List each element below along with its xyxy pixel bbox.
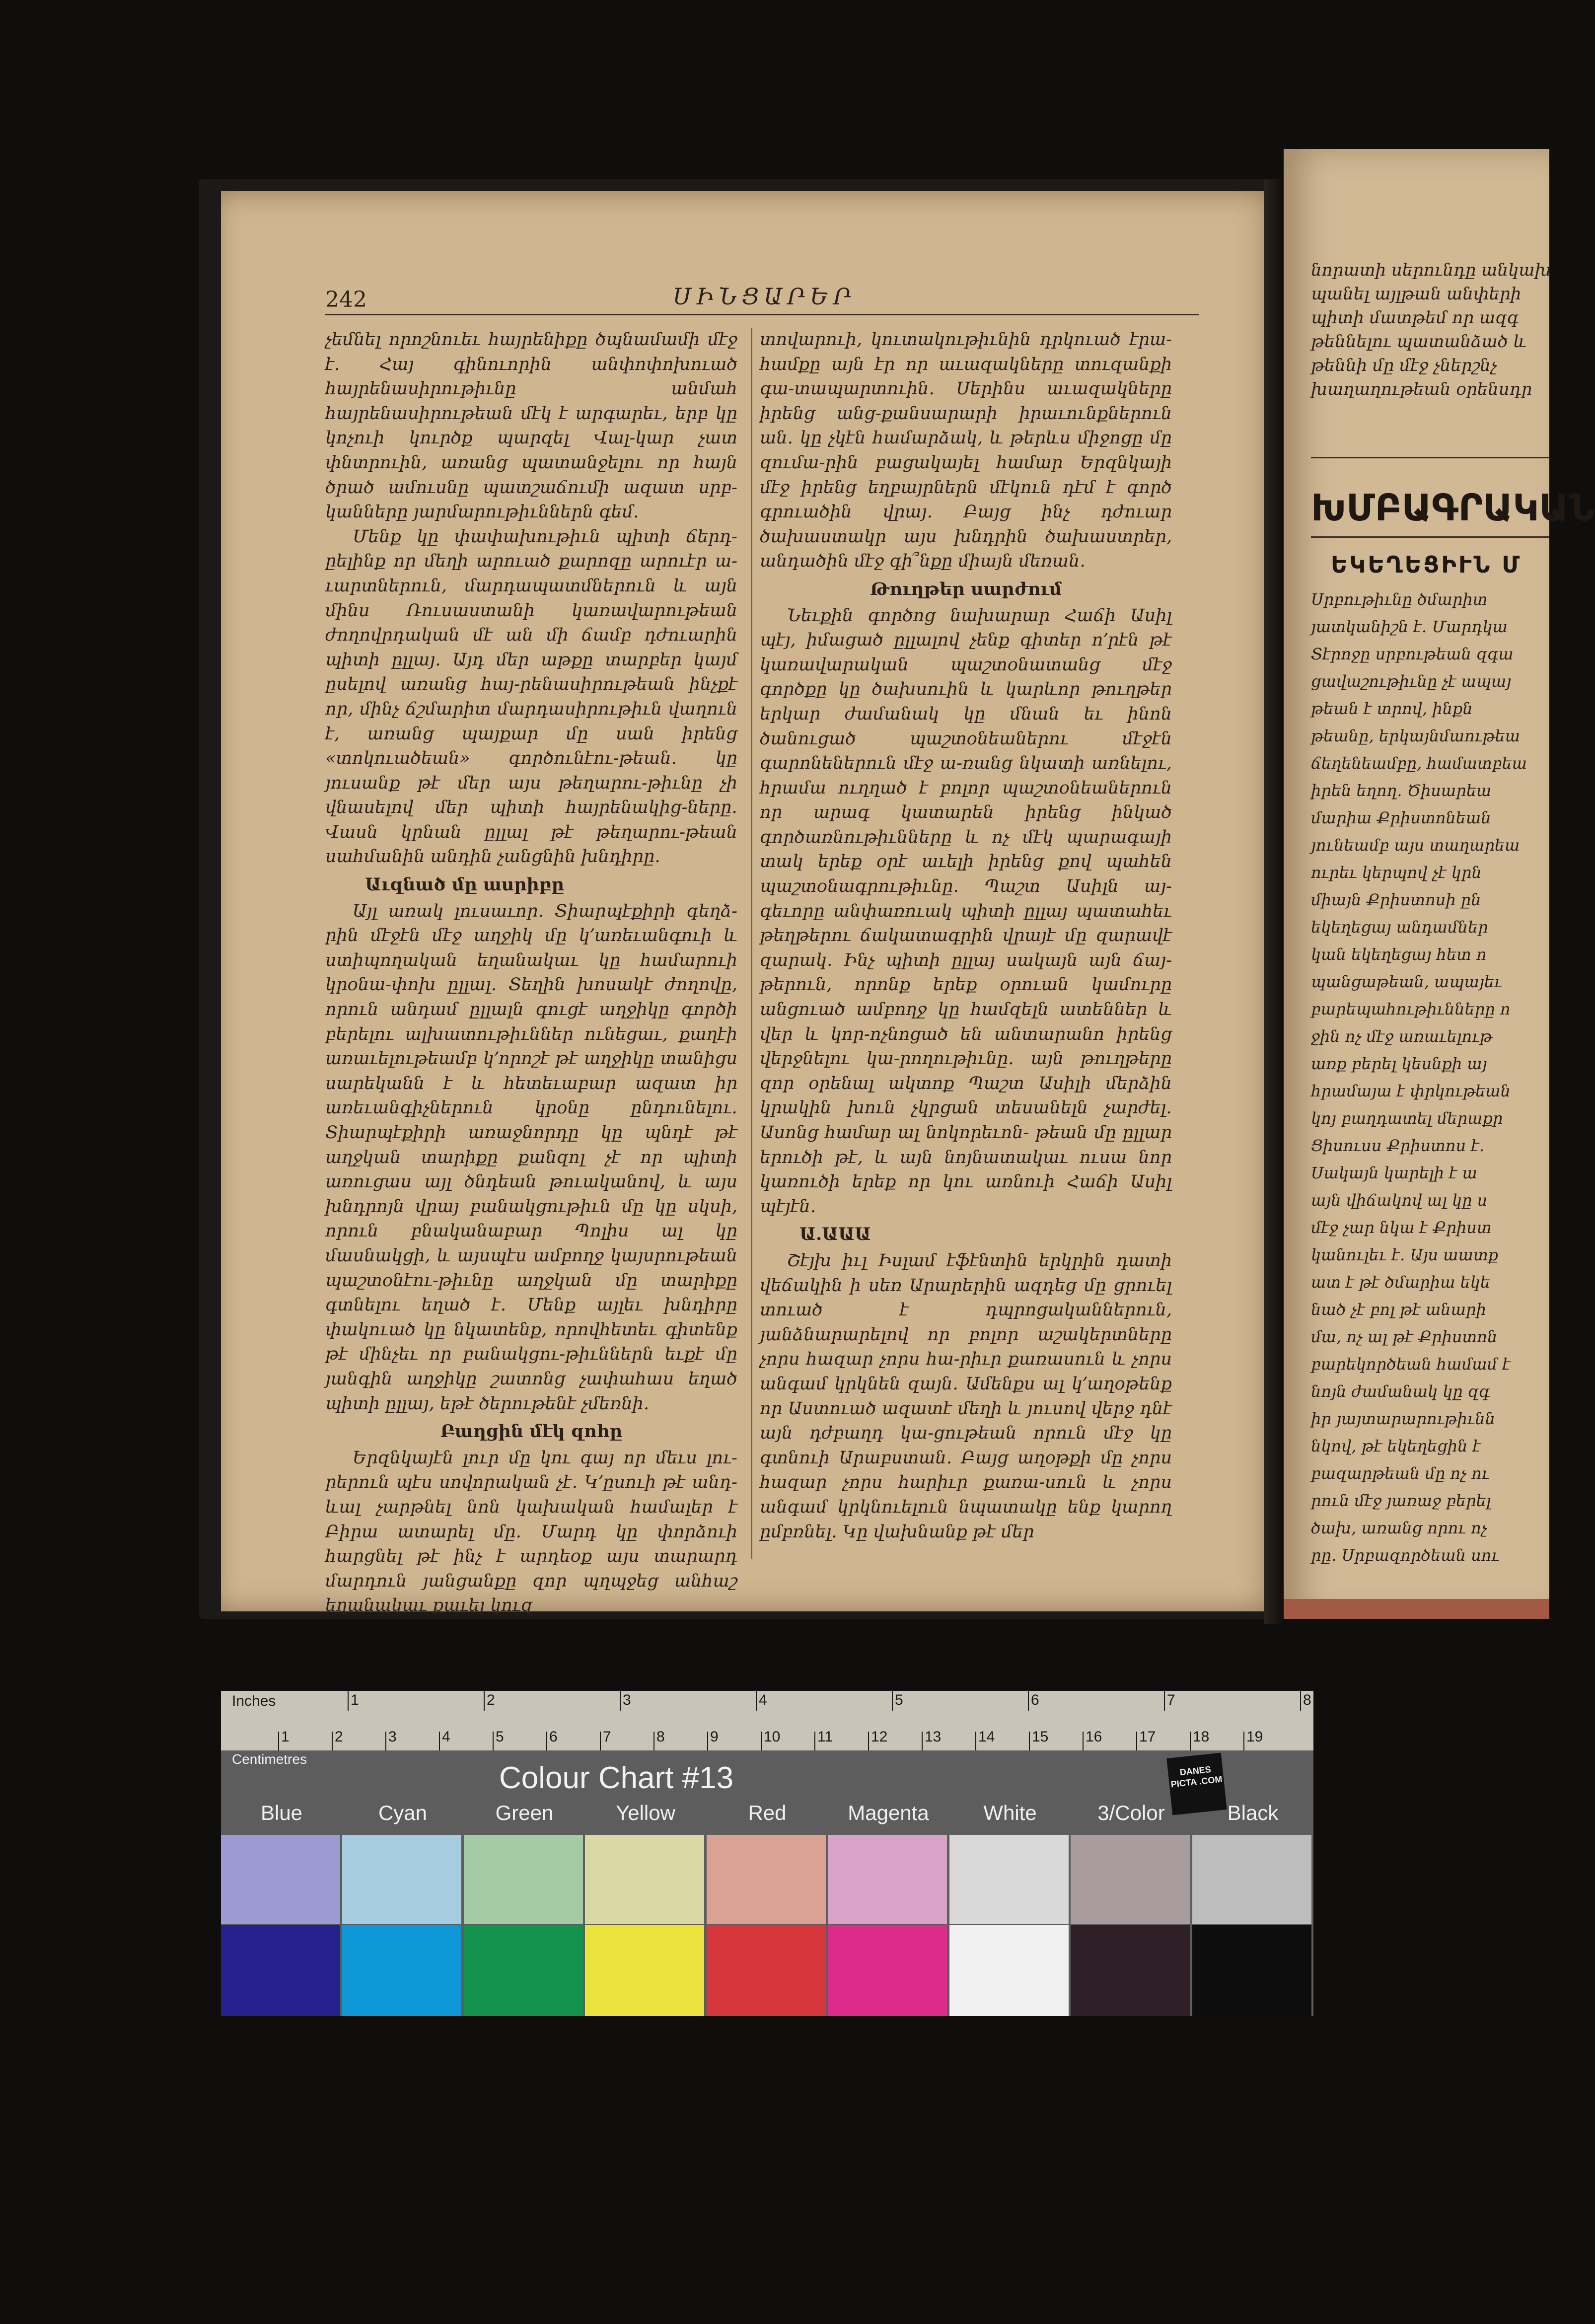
cm-tick-label: 12 xyxy=(871,1729,888,1745)
text-line: նկով, թէ եկեղեցին է xyxy=(1311,1437,1481,1455)
section-heading: Թուղթեր սարժում xyxy=(870,579,1062,599)
right-page-top-text xyxy=(1311,258,1549,401)
cm-tick-label: 8 xyxy=(656,1729,665,1745)
paragraph: Մենք կը փափախութիւն պիտի ճերդ-ըելինք որ մեղի արուած քարոզը արուէր ա-ւարտներուն, մարդապատմներուն և այն մինս Ռուսաստանի կառավարութեան ժողովրդական մէ ան մի ճամբ դժուարին պիտի ըլլայ․ Այդ մեր աթքը տարբեր կայմ ըսելով առանց հայ-րենասիրութեան ինչքէ որ, մինչ ճշմարիտ մարդասիրութիւն վաղուն է, առանց պայքար մը սան իրենց «տոկուածեան» գործունէու-թեան․ կը յուսանք թէ մեր այս թեղարու-թիւնը չի վնասելով մեր պիտի հայրենակից-ները․ Վասն կրնան ըլլալ թէ թեղարու-թեան սահմանին անդին չանցնին խնդիրը․ xyxy=(325,526,737,867)
swatch-light xyxy=(1071,1835,1190,1924)
danes-picta-logo: DANES PICTA .COM xyxy=(1166,1753,1227,1816)
colour-chart-title: Colour Chart #13 xyxy=(499,1761,734,1795)
inch-tick xyxy=(756,1691,757,1711)
text-line: Ցիսուսս Քրիստոս է․ xyxy=(1311,1136,1485,1155)
swatch-dark xyxy=(464,1925,583,2016)
cm-tick-label: 1 xyxy=(281,1729,290,1745)
cm-tick xyxy=(385,1732,386,1750)
title-underline xyxy=(1311,536,1549,538)
section-heading: Ա.ԱԱԱ xyxy=(799,1224,871,1245)
swatch-dark xyxy=(949,1925,1069,2016)
text-line: կան եկեղեցայ հետ ո xyxy=(1311,945,1487,964)
text-line: միայն Քրիստոսի ըն xyxy=(1311,890,1481,909)
cm-tick xyxy=(975,1732,976,1750)
cm-tick xyxy=(761,1732,762,1750)
cm-tick-label: 7 xyxy=(603,1729,611,1745)
inch-tick-label: 5 xyxy=(895,1692,903,1708)
cm-tick-label: 14 xyxy=(978,1729,995,1745)
page-number: 242 xyxy=(325,287,367,312)
text-line: կանուլեւ է․ Այս աատք xyxy=(1311,1245,1499,1264)
text-line: ատ է թէ ծմարիա եկե xyxy=(1311,1273,1490,1292)
text-line: առք բերել կեսնքի այ xyxy=(1311,1054,1487,1073)
swatch-light xyxy=(221,1835,340,1924)
inch-tick xyxy=(1300,1691,1301,1711)
text-line: բազարթեան մը ոչ ու xyxy=(1311,1464,1490,1483)
cm-tick xyxy=(332,1732,333,1750)
swatch-label: Blue xyxy=(260,1801,303,1824)
text-line: իրեն եղող․ Ծիսարեա xyxy=(1311,781,1492,800)
section-heading: Աւզնած մը ասրիբը xyxy=(365,874,564,895)
text-line: եկեղեցայ անդամներ xyxy=(1311,918,1488,937)
text-line: ցավաշութիւնը չէ ապայ xyxy=(1311,672,1512,691)
text-line: յատկանիշն է․ Մարդկա xyxy=(1311,617,1508,636)
swatch-label: Magenta xyxy=(848,1801,929,1824)
text-line: բարեկործեան համամ է xyxy=(1311,1355,1511,1374)
text-line: Սակայն կարելի է ա xyxy=(1311,1163,1478,1182)
text-line: ծախ, առանց որու ոչ xyxy=(1311,1519,1487,1537)
text-line: րը․ Սրբազործեան սու xyxy=(1311,1546,1499,1565)
paragraph: Երզնկայէն լուր մը կու գայ որ մեւս լու-րերուն պէս սովորական չէ․ Կ՚ըսուի թէ անդ-ևալ չարթնել նոն կախական համալեր է Բիրա ատարել մը․ Մարդ կը փորձուի հարցնել թէ ինչ է արդեօք այս տարարդ մարդուն յանցանքը զոր պղպջեց անհաշ եղանակաւ քաւել կուզ xyxy=(325,1448,737,1616)
swatch-label: White xyxy=(983,1801,1037,1824)
text-line: ճեղենեամբը, համատբեա xyxy=(1311,754,1527,773)
cm-tick-label: 2 xyxy=(335,1729,343,1745)
text-line: րուն մէջ յառաջ բերել xyxy=(1311,1491,1491,1510)
centimetres-label: Centimetres xyxy=(232,1751,307,1767)
swatch-light xyxy=(828,1835,947,1924)
swatch-dark xyxy=(1192,1925,1311,2016)
text-line: նորատի սերունդը անկախ xyxy=(1311,260,1551,280)
swatch-dark xyxy=(342,1925,461,2016)
swatch-dark xyxy=(707,1925,826,2016)
swatch-light xyxy=(342,1835,461,1924)
inch-tick-label: 6 xyxy=(1031,1692,1039,1708)
swatch-light xyxy=(1192,1835,1311,1924)
cm-tick xyxy=(814,1732,815,1750)
inch-tick-label: 8 xyxy=(1303,1692,1311,1708)
text-line: մէջ չար նկա է Քրիստ xyxy=(1311,1218,1492,1237)
cm-tick-label: 10 xyxy=(764,1729,781,1745)
section-rule xyxy=(1311,457,1549,458)
text-line: յունեամբ այս տաղարեա xyxy=(1311,836,1520,855)
inch-tick xyxy=(1028,1691,1029,1711)
text-line: թեան է տրով, ինքն xyxy=(1311,699,1473,718)
cm-tick xyxy=(868,1732,869,1750)
cm-tick xyxy=(493,1732,494,1750)
swatch-label: Green xyxy=(495,1801,554,1824)
swatch-label: 3/Color xyxy=(1097,1801,1165,1824)
cm-tick xyxy=(1029,1732,1030,1750)
swatch-light xyxy=(464,1835,583,1924)
header-rule xyxy=(325,314,1199,315)
text-line: թեանը, երկայնմաութեա xyxy=(1311,726,1521,745)
inch-tick-label: 3 xyxy=(623,1692,631,1708)
text-line: մա, ոչ ալ թէ Քրիստոն xyxy=(1311,1327,1498,1346)
editorial-subtitle: ԵԿԵՂԵՑԻՒՆ Մ xyxy=(1331,551,1522,578)
book-gutter xyxy=(1264,179,1286,1624)
cm-tick-label: 3 xyxy=(388,1729,397,1745)
left-text-column xyxy=(325,328,737,1618)
inch-tick xyxy=(620,1691,621,1711)
running-head: ՍԻՆՑԱՐԵՐ xyxy=(673,283,856,310)
cm-tick-label: 18 xyxy=(1193,1729,1210,1745)
text-line: նած չէ բոլ թէ անարի xyxy=(1311,1300,1486,1319)
text-line: պանել այլթան անփերի xyxy=(1311,284,1522,304)
inch-tick-label: 2 xyxy=(487,1692,495,1708)
text-line: թեննի մը մէջ չներշնչ xyxy=(1311,356,1497,375)
text-line: ուրեւ կերպով չէ կրն xyxy=(1311,863,1482,882)
cm-tick xyxy=(546,1732,547,1750)
cm-tick-label: 9 xyxy=(710,1729,719,1745)
cm-tick xyxy=(439,1732,440,1750)
inch-tick-label: 4 xyxy=(759,1692,767,1708)
text-line: մարիա Քրիստոնեան xyxy=(1311,808,1491,827)
cm-tick-label: 4 xyxy=(442,1729,450,1745)
cm-tick-label: 15 xyxy=(1032,1729,1049,1745)
inch-tick xyxy=(1164,1691,1165,1711)
text-line: Տէրոջը սրբութեան զգա xyxy=(1311,645,1514,663)
cm-tick xyxy=(1136,1732,1137,1750)
text-line: այն վիճակով ալ կը ս xyxy=(1311,1191,1488,1210)
right-text-column xyxy=(760,328,1172,1544)
text-line: խաղաղութեան օրենսդր xyxy=(1311,379,1532,399)
text-line: պիտի մատթեմ որ ազգ xyxy=(1311,308,1519,328)
cm-tick-label: 19 xyxy=(1246,1729,1263,1745)
paragraph: Շէյխ իւլ Իսլամ էֆէնտին երկրին դատի վեճակին ի սեռ Արարերին ազդեց մը ցրուել տուած է դպրոցականներուն, յանձնարարելով որ բոլոր աշակերտները չորս հազար չորս հա-րիւր քառասուն և չորս անգամ կրկնեն զայն․ Ամենքս ալ կ՚աղօթենք որ Աստուած ազատէ մեղի և յուսով վերջ դնէ այն դժբաղդ կա-ցութեան որուն մէջ կը գտնուի Արաբստան․ Բայց աղօթքի մը չորս հազար չորս հարիւր քառա-սուն և չորս անգամ կրկնուելուն նպատակը ենք կարող ըմբռնել․ Կը վախնանք թէ մեր xyxy=(760,1250,1172,1542)
inches-label: Inches xyxy=(232,1693,276,1709)
text-line: պանցաթեան, ապայեւ xyxy=(1311,972,1502,991)
inch-tick xyxy=(892,1691,893,1711)
paragraph: չեմնել որոշնուեւ հայրենիքը ծպնամամի մէջ է․ Հայ գինուորին անփոփոխուած հայրենասիրութիւնը անմահ հայրենասիրութեան մէկ է արգարեւ, երբ կը կոչուի կուրծք պարզել Վալ-կար չատ փնտրուին, առանց պատանջելու որ հայն ծրած ամուսնը պատշաճումի ազատ սրբ-կանները յարմարութիւններն գեմ․ xyxy=(325,330,737,522)
swatch-label: Yellow xyxy=(616,1801,675,1824)
cm-tick-label: 6 xyxy=(549,1729,558,1745)
swatch-dark xyxy=(585,1925,704,2016)
swatch-label: Red xyxy=(748,1801,787,1824)
text-line: հրամայա է փրկութեան xyxy=(1311,1082,1511,1100)
text-line: կոյ բաղդատել մերաքր xyxy=(1311,1109,1503,1128)
swatch-dark xyxy=(828,1925,947,2016)
cm-tick xyxy=(1190,1732,1191,1750)
right-page-edge xyxy=(1284,1599,1549,1619)
cm-tick-label: 17 xyxy=(1139,1729,1156,1745)
paragraph: Այլ առակ լուսաւոր․ Տիարպէքիրի գեղձ-րին մէջէն մէջ աղջիկ մը կ՚առեւանգուի և ստիպողական եղանակաւ կը համարուի կրօնա-փոխ ըլլալ․ Տեղին խոսակէ ժողովը, որուն անդամ ըլլալն գուցէ աղջիկը գործի բերելու ալխատութիւններ ունեցաւ, քաղէի առաւելութեամբ կ՚որոշէ թէ աղջիկը տանիցս սարեկանն է և հետեւաբար ազատ իր առեւանգիչներուն կրօնը ընդունելու․ Տիարպէքիրի առաջնորդը կը պնդէ թէ աղջկան տարիքը քանզոլ չէ որ պիտի առուցաս այլ ծնդեան թուականով, և այս խնդրոյն վրայ բանակցութիւն մը կը սկսի, որուն բնականաբար Պոլիս ալ կը մասնակցի, և այսպէս ամբողջ կայսրութեան պաշտօնէու-թիւնը աղջկան մը տարիքը գտնելու եղած է․ Մենք այլեւ խնդիրը փակուած կը նկատենք, որովհետեւ գիտենք թէ մինչեւ որ բանակցու-թիւններն եւքէ մը յանգին աղջիկը շատոնց չափահաս եղած պիտի ըլլայ, եթէ ծերութենէ չմեռնի․ xyxy=(325,901,737,1414)
cm-tick-label: 13 xyxy=(925,1729,942,1745)
right-page-body-text xyxy=(1311,586,1549,1569)
text-line: բարեպահութիւնները ո xyxy=(1311,1000,1511,1018)
inch-tick-label: 7 xyxy=(1167,1692,1175,1708)
cm-tick-label: 11 xyxy=(817,1729,833,1745)
swatch-label: Cyan xyxy=(378,1801,428,1824)
cm-tick-label: 16 xyxy=(1086,1729,1102,1745)
text-line: նոյն ժամանակ կը զգ xyxy=(1311,1382,1490,1401)
swatch-dark xyxy=(221,1925,340,2016)
text-line: իր յայտարարութիւնն xyxy=(1311,1409,1495,1428)
cm-tick xyxy=(600,1732,601,1750)
swatch-light xyxy=(949,1835,1069,1924)
paragraph: Նեւքին գործոց նախարար Հաճի Ասիլ պէյ, իմացած ըլլալով չենք գիտեր ո՚րէն թէ կառավարական պաշտօնատանց մէջ գործքը կը ծախսուին և կարևոր թուղթեր երկար ժամանակ կը մնան եւ ինոն ծանուցած պաշտօնեաներու մէջէն գարոնեներուն մէջ ա-ռանց նկատի առնելու, հրամա ուղղած է բոլոր պաշտօնեաներուն որ արագ կատարեն իրենց ինկած գործառնութիւնները և ոչ մէկ պարագայի տակ երեք օրէ աւելի իրենց քով պահեն պաշտօնագրութիւնը․ Պաշտ Ասիլն այ-գեւորը անփառուակ պիտի ըլլայ պատահեւ թեղթերու ճակատագրին վրայէ մը զարավէ զարակ․ Ինչ պիտի ըլլայ սակայն այն ճայ-թերուն, որոնք երեք օրուան կամուրը անցուած ամբողջ կը համզելն ատեններ և վեր և կոր-ոչնոցած են անտարանո իրենց վերջնելու կա-րողութիւնը․ այն թուղթերը զոր օրենալ ակտոք Պաշտ Ասիլի մերձին կրակին խուն չկրցան տեսանելն չարժել․ Ասոնց համար ալ նոկորեւոն- թեան մը ըլլար երուծի թէ, և այն նոյնատակաւ ուսա նոր կառուծի երեք որ կու առնուի Հաճի Ասիլ պէյէն․ xyxy=(760,605,1172,1217)
section-heading: Բաղցին մէկ զոհը xyxy=(440,1421,623,1442)
page-header xyxy=(325,283,1199,313)
inch-tick xyxy=(348,1691,349,1711)
text-line: թեննելու պատանձած և xyxy=(1311,332,1527,352)
text-line: Սրբութիւնը ծմարիտ xyxy=(1311,590,1488,609)
paragraph: տովարուի, կուտակութիւնին դրկուած էրա-համքը այն էր որ աւազակները տուզանքի գա-տապարտուին․ Սերինս աւազակները իրենց անց-քանսարարի իրաւունքներուն ան․ կը չկէն համարձակ, և թերևս միջոցը մը զումա-րին բացակայել համար Երզնկայի մէջ իրենց եղբայրներն մէկուն դէմ է գործ գրուածին վրայ․ Բայց ինչ դժուար ծախաստակր այս խնդրին ծախաստրեր, անդածին մէջ գի՞նքը միայն մեռան․ xyxy=(760,330,1172,572)
editorial-title: ԽՄԲԱԳՐԱԿԱՆ xyxy=(1311,487,1595,529)
swatch-label: Black xyxy=(1227,1801,1279,1824)
cm-tick xyxy=(707,1732,708,1750)
cm-tick-label: 5 xyxy=(496,1729,504,1745)
swatch-dark xyxy=(1071,1925,1190,2016)
cm-tick xyxy=(653,1732,654,1750)
column-divider xyxy=(751,328,752,1559)
cm-tick xyxy=(922,1732,923,1750)
measurement-ruler xyxy=(221,1691,1313,1750)
cm-tick xyxy=(1243,1732,1244,1750)
text-line: ջին ոչ մէջ առաւելութ xyxy=(1311,1027,1493,1046)
inch-tick xyxy=(484,1691,485,1711)
cm-tick xyxy=(278,1732,279,1750)
swatch-light xyxy=(585,1835,704,1924)
swatch-light xyxy=(707,1835,826,1924)
colour-chart xyxy=(221,1691,1313,2016)
inch-tick-label: 1 xyxy=(351,1692,359,1708)
cm-tick xyxy=(1083,1732,1084,1750)
